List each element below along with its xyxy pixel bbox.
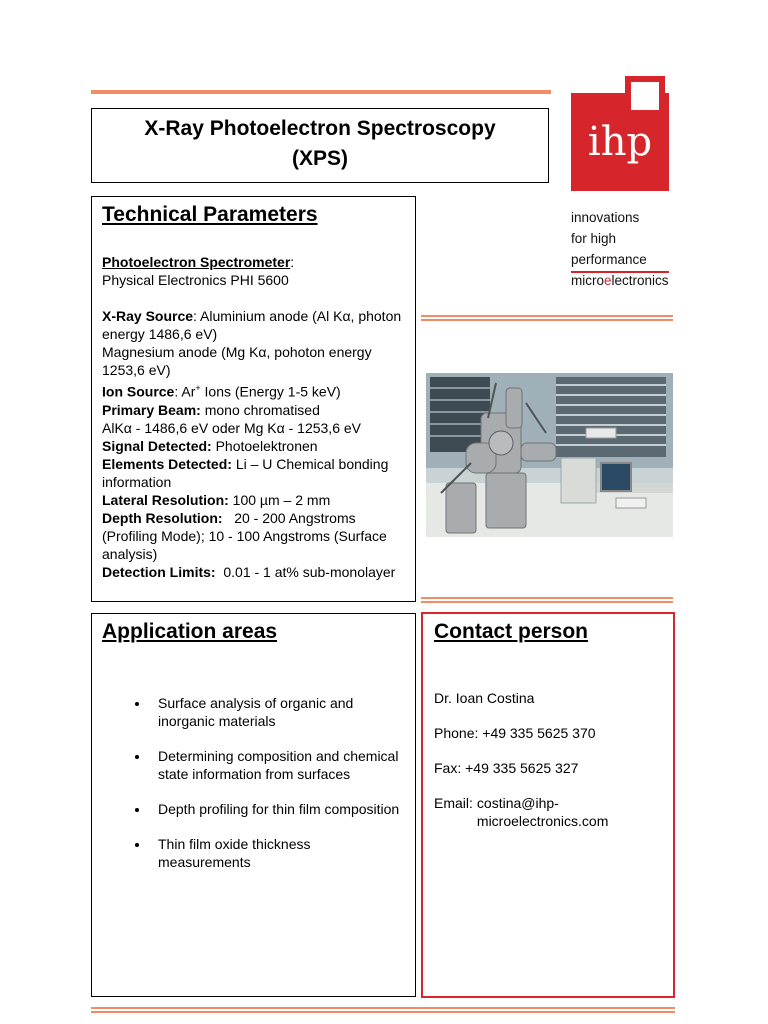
lab-photo-illustration bbox=[426, 373, 673, 537]
ion-value-sup: + bbox=[195, 383, 201, 393]
logo-tagline bbox=[571, 207, 669, 291]
right-rule-1 bbox=[421, 315, 673, 317]
contact-phone: Phone: +49 335 5625 370 bbox=[434, 725, 596, 741]
elements-value: Li – U Chemical bonding information bbox=[102, 455, 389, 490]
email-link[interactable]: costina@ihp-microelectronics.com bbox=[476, 795, 609, 829]
elements-row bbox=[102, 455, 405, 491]
depth-value: 20 - 200 Angstroms (Profiling Mode); 10 - 100 Angstroms (Surface analysis) bbox=[102, 509, 391, 562]
ion-row bbox=[102, 379, 405, 401]
signal-value: Photoelektronen bbox=[211, 437, 318, 454]
ion-value-pre: : Ar bbox=[174, 383, 196, 400]
right-rule-2b bbox=[421, 601, 673, 603]
lateral-label: Lateral Resolution: bbox=[102, 491, 229, 508]
logo-underline bbox=[571, 271, 669, 273]
application-heading: Application areas bbox=[102, 620, 278, 643]
right-rule-1b bbox=[421, 319, 673, 321]
page-title bbox=[91, 108, 549, 183]
tagline-micro: micro bbox=[571, 273, 604, 288]
logo-square-icon bbox=[625, 76, 665, 116]
primary-value: mono chromatised bbox=[200, 401, 320, 418]
spectrometer-value: Physical Electronics PHI 5600 bbox=[102, 272, 289, 288]
title-line-2: (XPS) bbox=[291, 147, 348, 170]
primary-value-2: AlKα - 1486,6 eV oder Mg Kα - 1253,6 eV bbox=[102, 419, 361, 436]
spectrometer-colon: : bbox=[290, 254, 295, 270]
xray-value: : Aluminium anode (Al Kα, photon energy 1486,6 eV) bbox=[102, 308, 402, 342]
contact-person-panel bbox=[421, 612, 675, 998]
ion-value-post: Ions (Energy 1-5 keV) bbox=[200, 383, 341, 400]
tagline-line-2: for high bbox=[571, 231, 617, 246]
technical-parameters-panel bbox=[91, 196, 416, 602]
tagline-line-3: performance bbox=[571, 252, 647, 267]
xps-instrument-photo bbox=[426, 373, 673, 537]
xray-label: X-Ray Source bbox=[102, 308, 194, 324]
list-item: • Determining composition and chemical state information from surfaces bbox=[150, 747, 405, 783]
bottom-rule bbox=[91, 1007, 675, 1009]
xray-row bbox=[102, 307, 405, 343]
application-list bbox=[102, 694, 405, 871]
contact-name: Dr. Ioan Costina bbox=[434, 690, 535, 706]
email-label: Email: bbox=[434, 795, 473, 811]
contact-heading: Contact person bbox=[434, 620, 589, 643]
primary-row bbox=[102, 401, 405, 419]
ihp-logo: ihp bbox=[571, 93, 669, 191]
lateral-value: 100 µm – 2 mm bbox=[228, 491, 331, 508]
technical-heading: Technical Parameters bbox=[102, 203, 318, 226]
contact-email-row bbox=[434, 794, 662, 830]
tagline-e: e bbox=[604, 273, 612, 288]
spectrometer-row bbox=[102, 253, 405, 271]
list-item: • Surface analysis of organic and inorganic materials bbox=[150, 694, 405, 730]
lateral-row bbox=[102, 491, 405, 509]
tagline-lectronics: lectronics bbox=[611, 273, 669, 288]
tagline-line-1: innovations bbox=[571, 210, 640, 225]
detection-label: Detection Limits: bbox=[102, 563, 216, 580]
spectrometer-label: Photoelectron Spectrometer bbox=[102, 254, 291, 270]
list-item: • Depth profiling for thin film composition bbox=[150, 800, 405, 818]
list-item: • Thin film oxide thickness measurements bbox=[150, 835, 405, 871]
signal-label: Signal Detected: bbox=[102, 437, 212, 454]
bottom-rule-b bbox=[91, 1011, 675, 1013]
technical-body bbox=[102, 253, 405, 581]
depth-label: Depth Resolution: bbox=[102, 509, 223, 526]
detection-row bbox=[102, 563, 405, 581]
xray-value-2: Magnesium anode (Mg Kα, pohoton energy 1253,6 eV) bbox=[102, 344, 372, 378]
ion-label: Ion Source bbox=[102, 383, 175, 400]
title-line-1: X-Ray Photoelectron Spectroscopy bbox=[144, 117, 496, 140]
detection-value: 0.01 - 1 at% sub-monolayer bbox=[215, 563, 396, 580]
tagline-line-4 bbox=[571, 270, 669, 291]
contact-fax: Fax: +49 335 5625 327 bbox=[434, 760, 579, 776]
signal-row bbox=[102, 437, 405, 455]
primary-label: Primary Beam: bbox=[102, 401, 201, 418]
application-areas-panel bbox=[91, 613, 416, 997]
top-rule bbox=[91, 90, 551, 94]
depth-row bbox=[102, 509, 405, 563]
elements-label: Elements Detected: bbox=[102, 455, 232, 472]
contact-body bbox=[434, 689, 662, 830]
right-rule-2 bbox=[421, 597, 673, 599]
